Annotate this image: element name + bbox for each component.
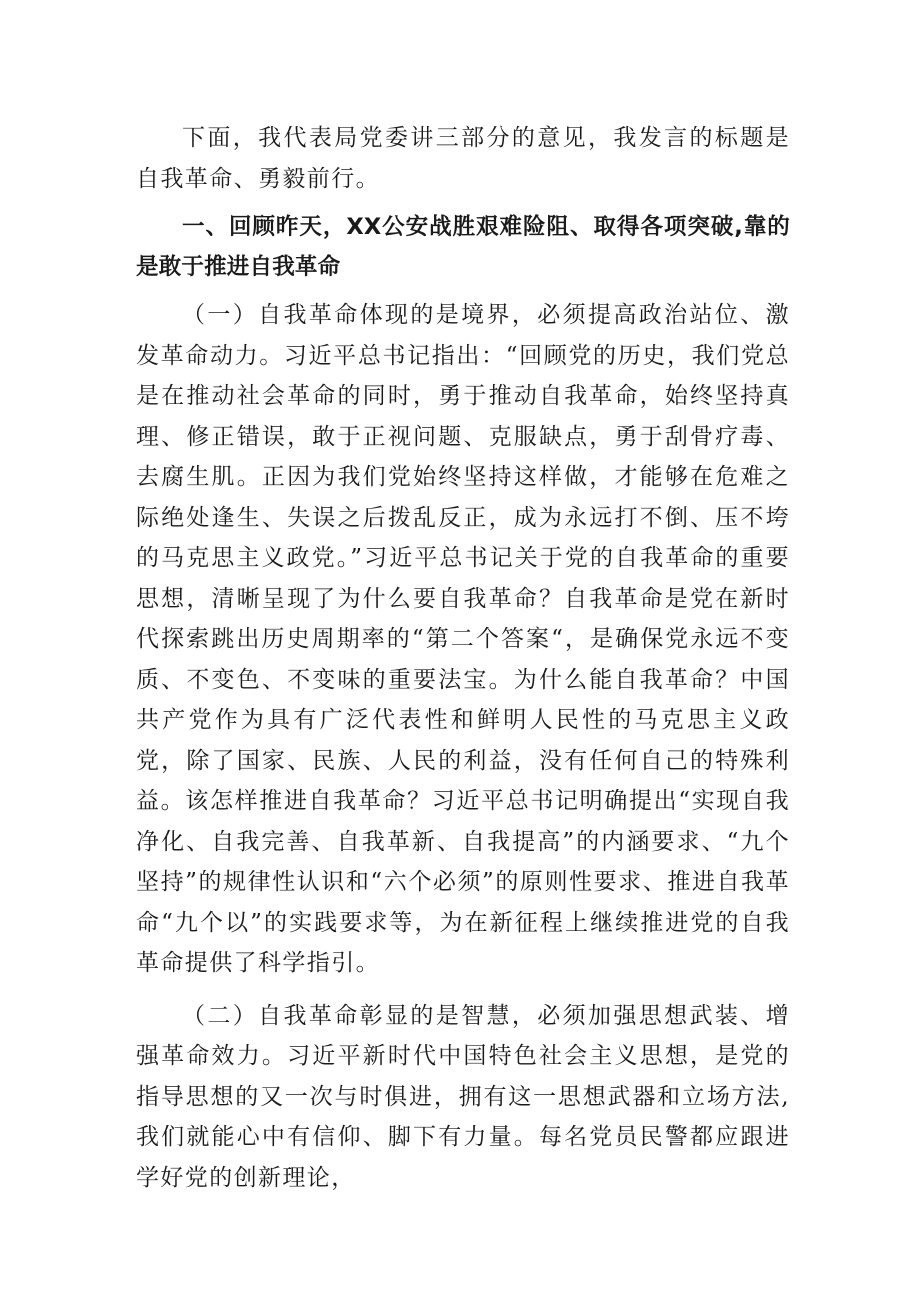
document-body — [136, 118, 790, 1198]
subsection-paragraph-2: （二）自我革命彰显的是智慧，必须加强思想武装、增强革命效力。习近平新时代中国特色社会主义思想，是党的指导思想的又一次与时俱进，拥有这一思想武器和立场方法,我们就能心中有信仰、脚下有力量。每名党员民警都应跟进学好党的创新理论， — [136, 1002, 790, 1191]
subsection-paragraph-1: （一）自我革命体现的是境界，必须提高政治站位、激发革命动力。习近平总书记指出：“回顾党的历史，我们党总是在推动社会革命的同时，勇于推动自我革命，始终坚持真理、修正错误，敢于正视问题、克服缺点，勇于刮骨疗毒、去腐生肌。正因为我们党始终坚持这样做，才能够在危难之际绝处逢生、失误之后拨乱反正，成为永远打不倒、压不垮的马克思主义政党。”习近平总书记关于党的自我革命的重要思想，清晰呈现了为什么要自我革命？自我革命是党在新时代探索跳出历史周期率的“第二个答案“，是确保党永远不变质、不变色、不变味的重要法宝。为什么能自我革命？中国共产党作为具有广泛代表性和鲜明人民性的马克思主义政党，除了国家、民族、人民的利益，没有任何自己的特殊利益。该怎样推进自我革命？习近平总书记明确提出“实现自我净化、自我完善、自我革新、自我提高”的内涵要求、“九个坚持”的规律性认识和“六个必须”的原则性要求、推进自我革命“九个以”的实践要求等，为在新征程上继续推进党的自我革命提供了科学指引。 — [136, 302, 790, 976]
intro-paragraph: 下面，我代表局党委讲三部分的意见，我发言的标题是自我革命、勇毅前行。 — [136, 125, 790, 192]
section-heading-1: 一、回顾昨天，XX公安战胜艰难险阻、取得各项突破,靠的是敢于推进自我革命 — [136, 214, 790, 280]
